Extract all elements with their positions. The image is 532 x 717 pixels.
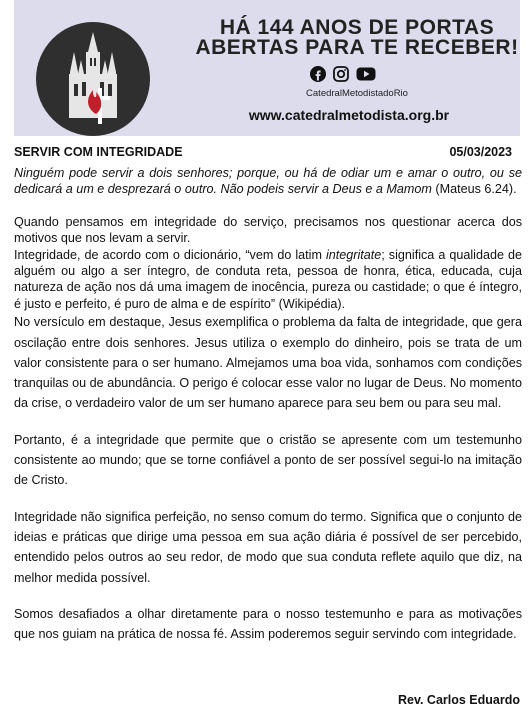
article-title: SERVIR COM INTEGRIDADE	[14, 145, 183, 159]
paragraph-3: No versículo em destaque, Jesus exemplifica o problema da falta de integridade, que gera oscilação entre dois senhores. Jesus utiliza o exemplo do dinheiro, pois se trata de um valor consistente para o ser humano. Almejamos uma boa vida, sonhamos com condições tranquilas ou de abundância. O perigo é colocar esse valor no lugar de Deus. No momento da crise, o verdadeiro valor de um ser humano aparece para seu bem ou para seu mal.	[14, 315, 522, 411]
title-row	[14, 145, 520, 159]
article-date: 05/03/2023	[449, 145, 512, 159]
paragraph-4: Portanto, é a integridade que permite que o cristão se apresente com um testemunho consistente ao mundo; que se torne confiável a ponto de ser possível segui-lo na imitação de Cristo.	[14, 432, 522, 488]
paragraph-2-end: ; significa a qualidade de alguém ou algo a ser íntegro, de conduta reta, pessoa de honra, ética, educada, cuja natureza de ação nos dá uma imagem de inocência, pureza ou castidade; o que é íntegro, é justo e perfeito, é puro de alma e de espírito” (Wikipédia).	[14, 247, 522, 311]
bible-verse	[14, 165, 522, 198]
social-handle[interactable]: CatedralMetodistadoRio	[306, 88, 408, 99]
youtube-icon[interactable]	[356, 66, 376, 82]
paragraph-5: Integridade não significa perfeição, no senso comum do termo. Significa que o conjunto de ideias e práticas que dirige uma pessoa em sua ação diária é possível de ser percebido, entendido pelos outros ao seu redor, de modo que sua conduta reflete aquilo que diz, na melhor medida possível.	[14, 509, 522, 585]
verse-text: Ninguém pode servir a dois senhores; porque, ou há de odiar um e amar o outro, ou se dedicará a um e desprezará o outro. Não podeis servir a Deus e a Mamom	[14, 166, 522, 197]
cathedral-logo	[36, 22, 150, 136]
social-icons	[310, 65, 390, 83]
header-tagline	[192, 18, 522, 58]
paragraph-1: Quando pensamos em integridade do serviço, precisamos nos questionar acerca dos motivos que nos levam a servir.	[14, 214, 522, 246]
tagline-line-2: ABERTAS PARA TE RECEBER!	[195, 36, 519, 59]
paragraph-2-start: Integridade, de acordo com o dicionário, “vem do latim	[14, 247, 326, 262]
verse-reference: (Mateus 6.24).	[435, 182, 517, 197]
paragraph-2	[14, 247, 522, 313]
latin-term: integritate	[325, 247, 382, 262]
header-banner	[14, 0, 520, 136]
article-body	[14, 165, 522, 644]
facebook-icon[interactable]	[310, 66, 326, 82]
paragraph-6: Somos desafiados a olhar diretamente para o nosso testemunho e para as motivações que nos guiam na prática de nossa fé. Assim poderemos seguir servindo com integridade.	[14, 606, 522, 642]
signature: Rev. Carlos Eduardo	[397, 693, 520, 707]
tagline-line-1: HÁ 144 ANOS DE PORTAS	[219, 16, 495, 39]
instagram-icon[interactable]	[333, 66, 349, 82]
website-link[interactable]: www.catedralmetodista.org.br	[248, 107, 450, 123]
